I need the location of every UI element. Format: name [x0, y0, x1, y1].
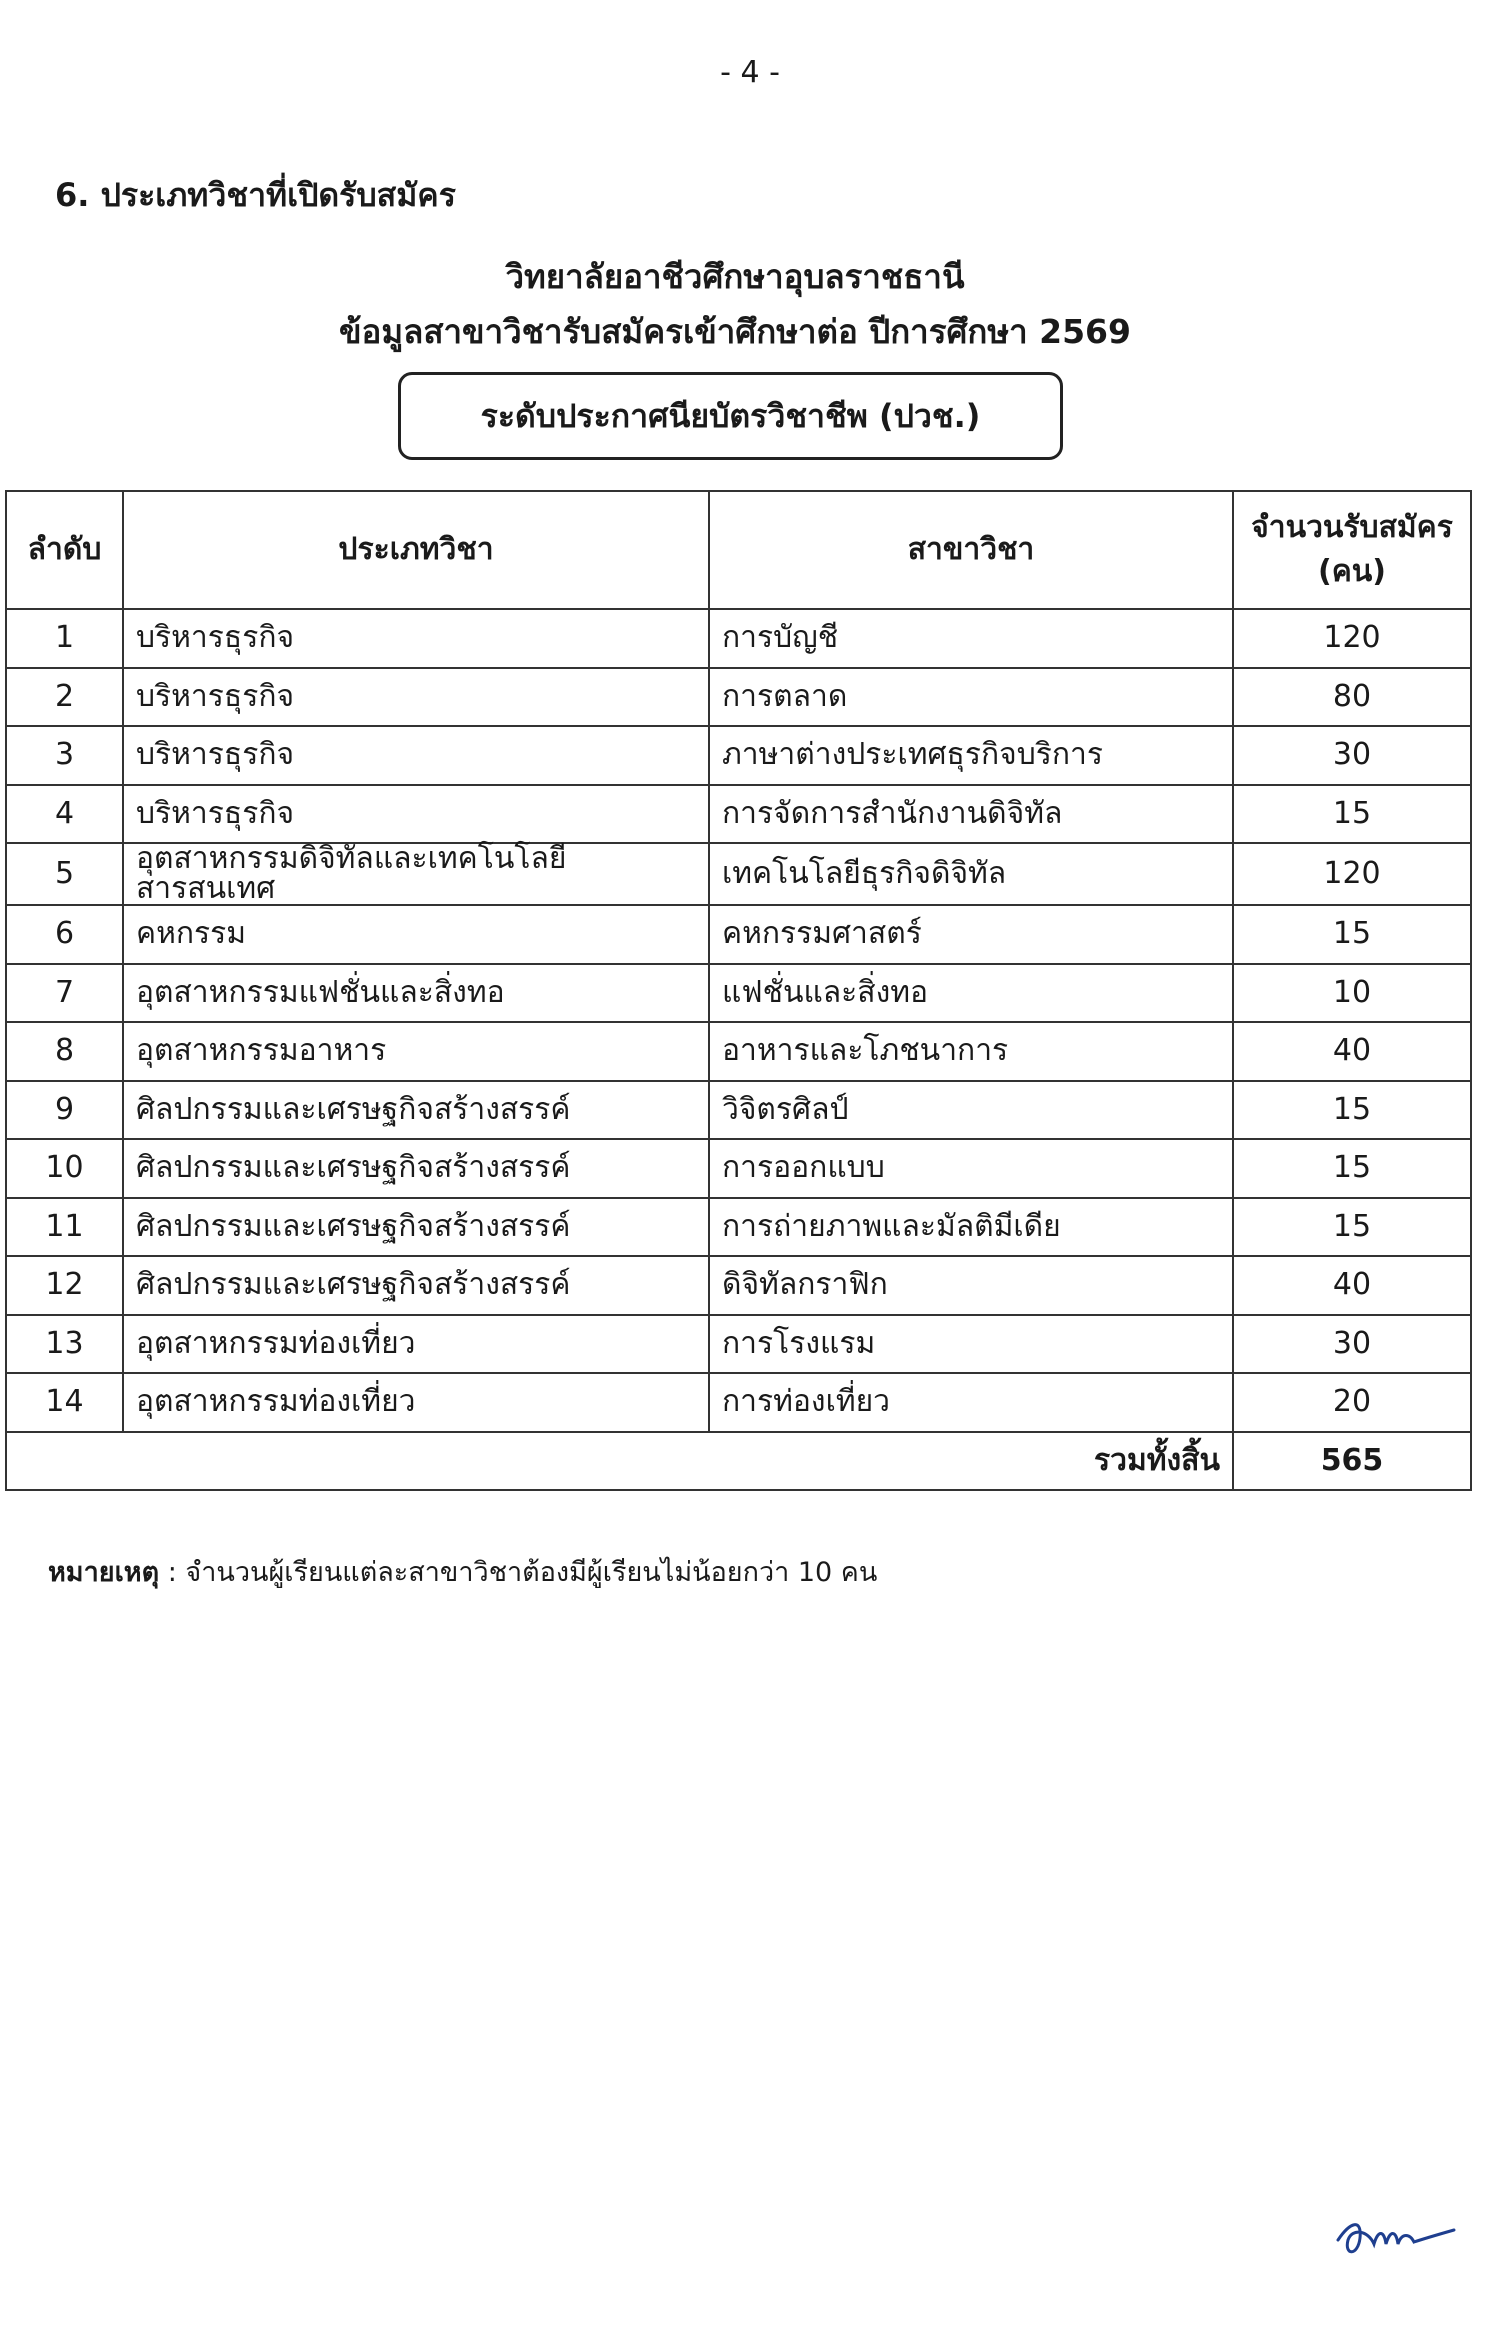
signature-mark: [1330, 2200, 1460, 2270]
table-row: [6, 726, 1471, 785]
table-row: [6, 785, 1471, 844]
table-row: [6, 1022, 1471, 1081]
note: [48, 1550, 877, 1593]
cell-type: อุตสาหกรรมท่องเที่ยว: [123, 1315, 709, 1374]
cell-type: ศิลปกรรมและเศรษฐกิจสร้างสรรค์: [123, 1139, 709, 1198]
table-row: [6, 1315, 1471, 1374]
cell-count: 15: [1233, 1198, 1471, 1257]
header-branch: สาขาวิชา: [709, 491, 1233, 609]
header-count: [1233, 491, 1471, 609]
header-no: ลำดับ: [6, 491, 123, 609]
cell-type: บริหารธุรกิจ: [123, 668, 709, 727]
total-value: 565: [1233, 1432, 1471, 1491]
note-text: : จำนวนผู้เรียนแต่ละสาขาวิชาต้องมีผู้เรียนไม่น้อยกว่า 10 คน: [159, 1557, 878, 1588]
table-row: [6, 1373, 1471, 1432]
cell-type: ศิลปกรรมและเศรษฐกิจสร้างสรรค์: [123, 1198, 709, 1257]
cell-count: 15: [1233, 1081, 1471, 1140]
note-label: หมายเหตุ: [48, 1557, 160, 1588]
cell-no: 12: [6, 1256, 123, 1315]
cell-no: 1: [6, 609, 123, 668]
cell-no: 13: [6, 1315, 123, 1374]
cell-branch: ภาษาต่างประเทศธุรกิจบริการ: [709, 726, 1233, 785]
table-row: [6, 1081, 1471, 1140]
cell-count: 120: [1233, 609, 1471, 668]
cell-type: อุตสาหกรรมอาหาร: [123, 1022, 709, 1081]
cell-count: 20: [1233, 1373, 1471, 1432]
header-count-line2: (คน): [1318, 554, 1386, 589]
cell-count: 40: [1233, 1022, 1471, 1081]
cell-type: บริหารธุรกิจ: [123, 785, 709, 844]
section-title: 6. ประเภทวิชาที่เปิดรับสมัคร: [55, 176, 456, 214]
table-row: [6, 905, 1471, 964]
cell-no: 9: [6, 1081, 123, 1140]
cell-type: อุตสาหกรรมแฟชั่นและสิ่งทอ: [123, 964, 709, 1023]
cell-type: อุตสาหกรรมดิจิทัลและเทคโนโลยีสารสนเทศ: [123, 843, 709, 905]
cell-branch: คหกรรมศาสตร์: [709, 905, 1233, 964]
table-row: [6, 1198, 1471, 1257]
cell-no: 10: [6, 1139, 123, 1198]
cell-branch: การโรงแรม: [709, 1315, 1233, 1374]
header-type: ประเภทวิชา: [123, 491, 709, 609]
programs-table: [5, 490, 1472, 1491]
table-header-row: [6, 491, 1471, 609]
cell-count: 40: [1233, 1256, 1471, 1315]
cell-count: 15: [1233, 785, 1471, 844]
table-body: [6, 609, 1471, 1432]
cell-count: 15: [1233, 905, 1471, 964]
level-label: ระดับประกาศนียบัตรวิชาชีพ (ปวช.): [480, 396, 981, 435]
cell-no: 14: [6, 1373, 123, 1432]
cell-branch: การบัญชี: [709, 609, 1233, 668]
cell-no: 4: [6, 785, 123, 844]
cell-branch: อาหารและโภชนาการ: [709, 1022, 1233, 1081]
cell-branch: การจัดการสำนักงานดิจิทัล: [709, 785, 1233, 844]
total-row: [6, 1432, 1471, 1491]
cell-branch: การออกแบบ: [709, 1139, 1233, 1198]
cell-no: 8: [6, 1022, 123, 1081]
cell-type: บริหารธุรกิจ: [123, 726, 709, 785]
cell-branch: ดิจิทัลกราฟิก: [709, 1256, 1233, 1315]
table-row: [6, 1139, 1471, 1198]
table-row: [6, 964, 1471, 1023]
cell-no: 5: [6, 843, 123, 905]
cell-count: 30: [1233, 726, 1471, 785]
cell-count: 120: [1233, 843, 1471, 905]
cell-type: คหกรรม: [123, 905, 709, 964]
cell-count: 30: [1233, 1315, 1471, 1374]
level-box: [398, 372, 1063, 460]
cell-count: 10: [1233, 964, 1471, 1023]
table-row: [6, 609, 1471, 668]
cell-branch: การตลาด: [709, 668, 1233, 727]
table-row: [6, 1256, 1471, 1315]
cell-type: อุตสาหกรรมท่องเที่ยว: [123, 1373, 709, 1432]
cell-branch: การท่องเที่ยว: [709, 1373, 1233, 1432]
cell-no: 6: [6, 905, 123, 964]
cell-count: 80: [1233, 668, 1471, 727]
cell-type: ศิลปกรรมและเศรษฐกิจสร้างสรรค์: [123, 1256, 709, 1315]
total-label: รวมทั้งสิ้น: [6, 1432, 1233, 1491]
subtitle-heading: ข้อมูลสาขาวิชารับสมัครเข้าศึกษาต่อ ปีการศึกษา 2569: [339, 312, 1131, 351]
cell-no: 2: [6, 668, 123, 727]
cell-type: ศิลปกรรมและเศรษฐกิจสร้างสรรค์: [123, 1081, 709, 1140]
cell-branch: เทคโนโลยีธุรกิจดิจิทัล: [709, 843, 1233, 905]
cell-no: 7: [6, 964, 123, 1023]
cell-branch: การถ่ายภาพและมัลติมีเดีย: [709, 1198, 1233, 1257]
table-row: [6, 843, 1471, 905]
table-row: [6, 668, 1471, 727]
cell-no: 11: [6, 1198, 123, 1257]
cell-branch: แฟชั่นและสิ่งทอ: [709, 964, 1233, 1023]
cell-no: 3: [6, 726, 123, 785]
cell-branch: วิจิตรศิลป์: [709, 1081, 1233, 1140]
institution-heading: วิทยาลัยอาชีวศึกษาอุบลราชธานี: [505, 257, 965, 296]
header-count-line1: จำนวนรับสมัคร: [1251, 510, 1453, 545]
cell-type: บริหารธุรกิจ: [123, 609, 709, 668]
page-number: - 4 -: [720, 55, 780, 90]
cell-count: 15: [1233, 1139, 1471, 1198]
